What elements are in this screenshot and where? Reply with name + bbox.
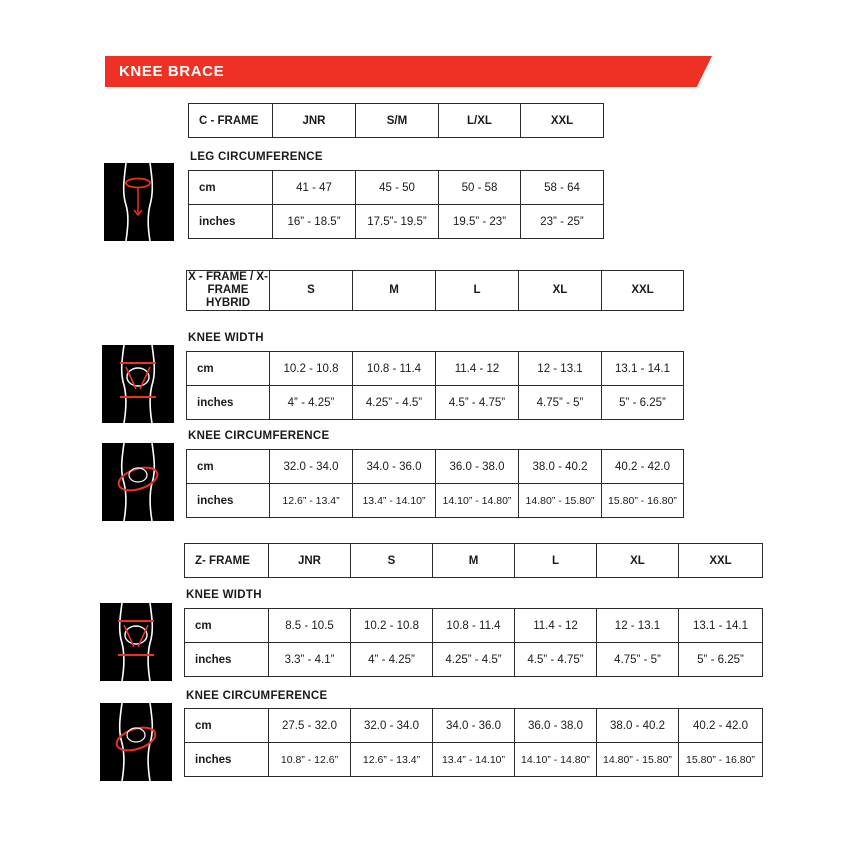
table-row: [187, 271, 684, 311]
cell-in-l: 14.10” - 14.80”: [515, 743, 597, 777]
cell-cm-s: 32.0 - 34.0: [351, 709, 433, 743]
cell-in-jnr: 10.8” - 12.6”: [269, 743, 351, 777]
cell-cm-m: 34.0 - 36.0: [433, 709, 515, 743]
cell-in-m: 4.25” - 4.5”: [353, 386, 436, 420]
table-row: [187, 450, 684, 484]
row-label-inches: inches: [185, 643, 269, 677]
size-header-l: L: [436, 271, 519, 311]
knee-width-illustration: [102, 345, 174, 423]
knee-width-illustration: [100, 603, 172, 681]
cell-cm-xl: 12 - 13.1: [519, 352, 602, 386]
size-header-s: S: [351, 544, 433, 578]
cell-in-xxl: 15.80” - 16.80”: [679, 743, 763, 777]
caption-z-knee-circumference: KNEE CIRCUMFERENCE: [186, 690, 328, 702]
z-frame-size-header-table: [184, 543, 763, 578]
cell-cm-sm: 45 - 50: [356, 171, 439, 205]
cell-cm-jnr: 8.5 - 10.5: [269, 609, 351, 643]
size-header-xl: XL: [597, 544, 679, 578]
cell-cm-jnr: 27.5 - 32.0: [269, 709, 351, 743]
frame-label-z: Z- FRAME: [185, 544, 269, 578]
cell-cm-s: 32.0 - 34.0: [270, 450, 353, 484]
cell-cm-s: 10.2 - 10.8: [351, 609, 433, 643]
size-header-l: L: [515, 544, 597, 578]
cell-cm-l: 36.0 - 38.0: [515, 709, 597, 743]
row-label-cm: cm: [187, 352, 270, 386]
size-header-lxl: L/XL: [439, 104, 521, 138]
table-row: [185, 609, 763, 643]
table-row: [189, 205, 604, 239]
cell-cm-l: 11.4 - 12: [515, 609, 597, 643]
size-header-m: M: [353, 271, 436, 311]
table-row: [185, 544, 763, 578]
cell-in-xl: 4.75” - 5”: [597, 643, 679, 677]
row-label-cm: cm: [185, 709, 269, 743]
row-label-cm: cm: [187, 450, 270, 484]
cell-cm-lxl: 50 - 58: [439, 171, 521, 205]
cell-cm-xl: 38.0 - 40.2: [519, 450, 602, 484]
cell-cm-s: 10.2 - 10.8: [270, 352, 353, 386]
cell-cm-m: 10.8 - 11.4: [433, 609, 515, 643]
cell-in-xxl: 15.80” - 16.80”: [602, 484, 684, 518]
knee-circumference-illustration: [100, 703, 172, 781]
cell-in-l: 4.5” - 4.75”: [515, 643, 597, 677]
row-label-inches: inches: [185, 743, 269, 777]
cell-in-l: 4.5” - 4.75”: [436, 386, 519, 420]
cell-in-xl: 14.80” - 15.80”: [597, 743, 679, 777]
x-frame-knee-width-table: [186, 351, 684, 420]
caption-leg-circumference: LEG CIRCUMFERENCE: [190, 151, 323, 163]
table-row: [189, 104, 604, 138]
row-label-inches: inches: [187, 484, 270, 518]
x-frame-knee-circumference-table: [186, 449, 684, 518]
page-header-banner: [105, 56, 712, 87]
knee-circumference-illustration: [102, 443, 174, 521]
cell-cm-m: 34.0 - 36.0: [353, 450, 436, 484]
cell-cm-xl: 12 - 13.1: [597, 609, 679, 643]
cell-in-m: 13.4” - 14.10”: [353, 484, 436, 518]
table-row: [189, 171, 604, 205]
cell-cm-xl: 38.0 - 40.2: [597, 709, 679, 743]
table-row: [185, 643, 763, 677]
cell-in-lxl: 19.5” - 23”: [439, 205, 521, 239]
table-row: [185, 709, 763, 743]
z-frame-knee-width-table: [184, 608, 763, 677]
size-header-xl: XL: [519, 271, 602, 311]
caption-z-knee-width: KNEE WIDTH: [186, 589, 262, 601]
cell-in-s: 4” - 4.25”: [270, 386, 353, 420]
table-row: [187, 386, 684, 420]
table-row: [187, 484, 684, 518]
c-frame-leg-circumference-table: [188, 170, 604, 239]
size-header-s: S: [270, 271, 353, 311]
x-frame-size-header-table: [186, 270, 684, 311]
cell-in-xl: 14.80” - 15.80”: [519, 484, 602, 518]
table-row: [187, 352, 684, 386]
size-header-sm: S/M: [356, 104, 439, 138]
row-label-cm: cm: [185, 609, 269, 643]
cell-cm-m: 10.8 - 11.4: [353, 352, 436, 386]
caption-x-knee-width: KNEE WIDTH: [188, 332, 264, 344]
cell-cm-xxl: 58 - 64: [521, 171, 604, 205]
caption-x-knee-circumference: KNEE CIRCUMFERENCE: [188, 430, 330, 442]
page-title: KNEE BRACE: [119, 63, 225, 80]
row-label-inches: inches: [187, 386, 270, 420]
row-label-inches: inches: [189, 205, 273, 239]
cell-in-m: 13.4” - 14.10”: [433, 743, 515, 777]
row-label-cm: cm: [189, 171, 273, 205]
cell-in-l: 14.10” - 14.80”: [436, 484, 519, 518]
c-frame-size-header-table: [188, 103, 604, 138]
z-frame-knee-circumference-table: [184, 708, 763, 777]
size-header-xxl: XXL: [602, 271, 684, 311]
cell-cm-jnr: 41 - 47: [273, 171, 356, 205]
frame-label-c: C - FRAME: [189, 104, 273, 138]
size-header-jnr: JNR: [269, 544, 351, 578]
size-header-xxl: XXL: [679, 544, 763, 578]
leg-circumference-illustration: [104, 163, 174, 241]
cell-cm-l: 11.4 - 12: [436, 352, 519, 386]
size-header-m: M: [433, 544, 515, 578]
cell-in-s: 12.6” - 13.4”: [270, 484, 353, 518]
cell-in-s: 4” - 4.25”: [351, 643, 433, 677]
cell-in-xxl: 5” - 6.25”: [679, 643, 763, 677]
table-row: [185, 743, 763, 777]
cell-in-jnr: 16” - 18.5”: [273, 205, 356, 239]
cell-in-sm: 17.5”- 19.5”: [356, 205, 439, 239]
size-header-jnr: JNR: [273, 104, 356, 138]
cell-in-s: 12.6” - 13.4”: [351, 743, 433, 777]
cell-cm-xxl: 40.2 - 42.0: [679, 709, 763, 743]
cell-cm-xxl: 13.1 - 14.1: [602, 352, 684, 386]
frame-label-x: X - FRAME / X-FRAME HYBRID: [188, 271, 268, 309]
cell-in-xxl: 5” - 6.25”: [602, 386, 684, 420]
cell-cm-xxl: 13.1 - 14.1: [679, 609, 763, 643]
cell-in-xxl: 23” - 25”: [521, 205, 604, 239]
cell-cm-xxl: 40.2 - 42.0: [602, 450, 684, 484]
cell-in-m: 4.25” - 4.5”: [433, 643, 515, 677]
cell-in-jnr: 3.3” - 4.1”: [269, 643, 351, 677]
cell-in-xl: 4.75” - 5”: [519, 386, 602, 420]
cell-cm-l: 36.0 - 38.0: [436, 450, 519, 484]
size-header-xxl: XXL: [521, 104, 604, 138]
